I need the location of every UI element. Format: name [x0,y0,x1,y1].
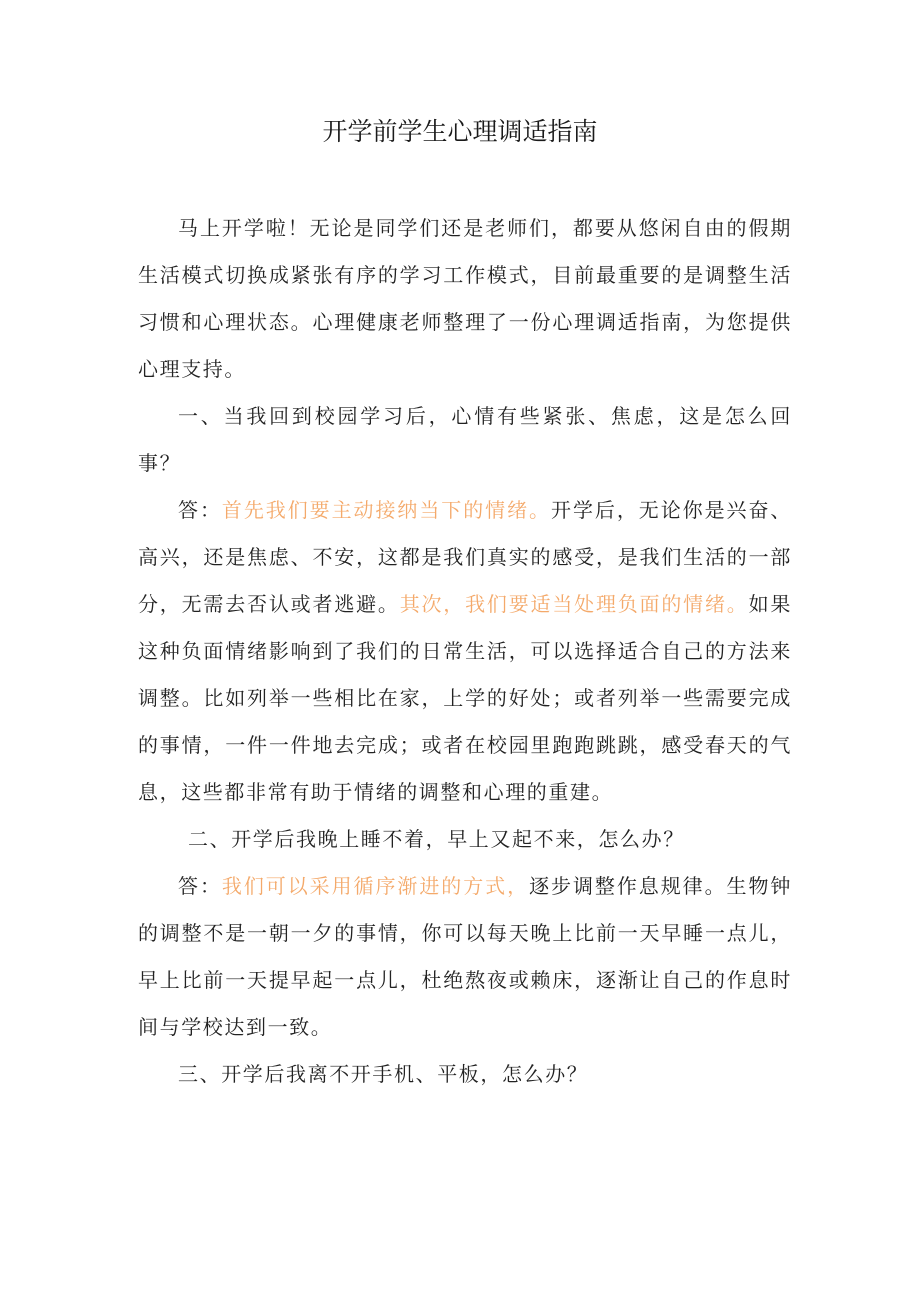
document-body [138,205,792,1098]
answer-1-paragraph [138,487,792,816]
answer-1-text-2: 如果这种负面情绪影响到了我们的日常生活，可以选择适合自己的方法来调整。比如列举一些相比在家，上学的好处；或者列举一些需要完成的事情，一件一件地去完成；或者在校园里跑跑跳跳，感受春天的气息，这些都非常有助于情绪的调整和心理的重建。 [138,592,793,804]
answer-2-text-1: 逐步调整作息规律。生物钟的调整不是一朝一夕的事情，你可以每天晚上比前一天早睡一点儿，早上比前一天提早起一点儿，杜绝熬夜或赖床，逐渐让自己的作息时间与学校达到一致。 [138,874,793,1039]
document-title: 开学前学生心理调适指南 [322,117,598,146]
answer-2-highlight-1: 我们可以采用循序渐进的方式， [221,874,530,898]
answer-1-text-1: 开学后，无论你是兴奋、高兴，还是焦虑、不安，这都是我们真实的感受，是我们生活的一部分，无需去否认或者逃避。 [138,498,793,616]
question-1: 一、当我回到校园学习后，心情有些紧张、焦虑，这是怎么回事？ [138,404,792,475]
answer-1-highlight-2: 其次，我们要适当处理负面的情绪。 [399,592,749,616]
answer-1-highlight-1: 首先我们要主动接纳当下的情绪。 [221,498,551,522]
answer-2-label: 答： [178,874,222,898]
answer-2-paragraph [138,863,792,1051]
intro-paragraph: 马上开学啦！无论是同学们还是老师们，都要从悠闲自由的假期生活模式切换成紧张有序的学习工作模式，目前最重要的是调整生活习惯和心理状态。心理健康老师整理了一份心理调适指南，为您提供心理支持。 [138,216,792,381]
question-2: 二、开学后我晚上睡不着，早上又起不来，怎么办？ [188,827,685,851]
answer-1-label: 答： [178,498,222,522]
question-3: 三、开学后我离不开手机、平板，怎么办？ [178,1062,589,1086]
